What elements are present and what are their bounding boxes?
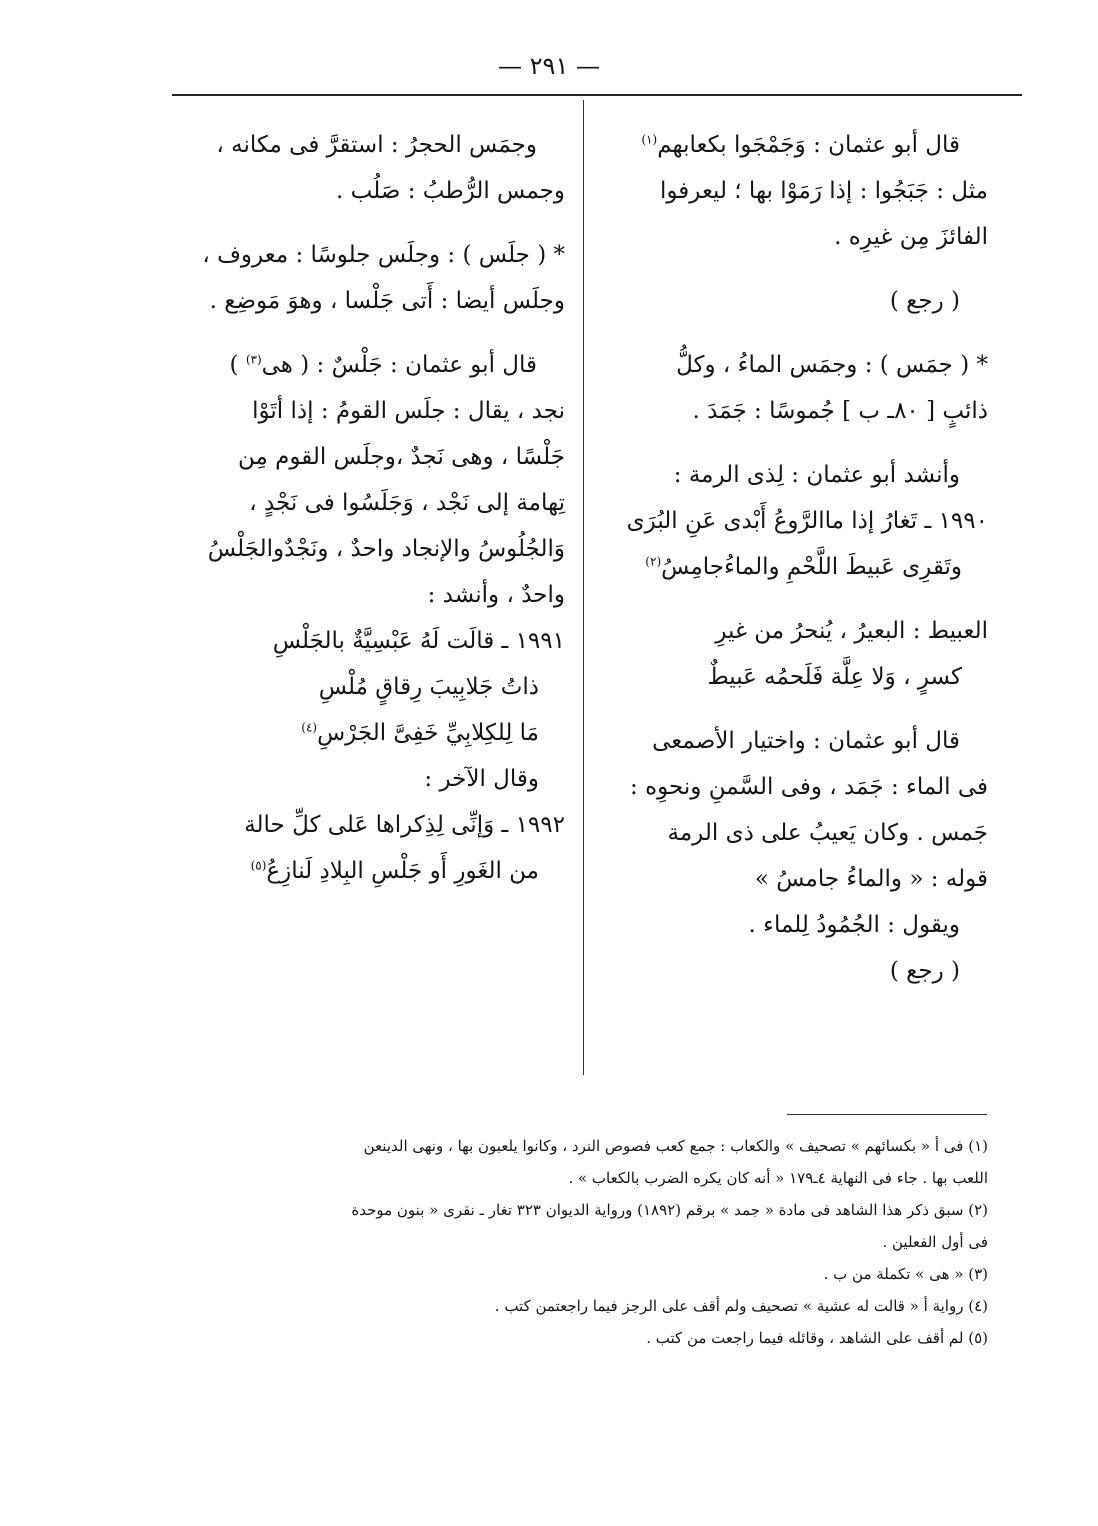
line-text: * ( جلَس ) : وجلَس جلوسًا : معروف ، — [202, 242, 565, 268]
header-rule — [172, 94, 1022, 96]
line-text: قال أبو عثمان : جَلْسٌ : ( هى — [261, 352, 537, 378]
paragraph-gap — [600, 324, 988, 342]
text-line — [600, 764, 988, 810]
text-line — [175, 572, 565, 618]
text-line — [600, 498, 988, 544]
line-text: جَلْسًا ، وهى نَجدٌ ،وجلَس القوم مِن — [237, 444, 565, 470]
text-line — [600, 122, 988, 168]
line-text: قال أبو عثمان : وَجَمْجَوا بكعابهم — [657, 132, 960, 158]
line-text: واحدٌ ، وأنشد : — [427, 582, 565, 608]
line-text: مثل : جَبَجُوا : إذا رَمَوْا بها ؛ ليعرفوا — [660, 178, 988, 204]
text-line — [175, 526, 565, 572]
text-line — [175, 618, 565, 664]
footnote-line: (٥) لم أقف على الشاهد ، وقائله فيما راجعت من كتب . — [646, 1329, 988, 1347]
text-line — [175, 342, 565, 388]
footnote-marker: (٢) — [645, 554, 662, 569]
line-text: ويقول : الجُمُودُ لِلماء . — [748, 912, 960, 938]
line-text: قوله : « والماءُ جامسُ » — [754, 866, 988, 892]
line-text: وجلَس أيضا : أَتى جَلْسا ، وهوَ مَوضِع . — [209, 288, 565, 314]
paragraph-gap — [600, 260, 988, 278]
page-number: — ٢٩١ — — [498, 52, 600, 80]
text-line — [600, 342, 988, 388]
text-line — [600, 278, 988, 324]
line-text: تِهامة إلى نَجْد ، وَجَلَسُوا فى نَجْدٍ ، — [249, 490, 565, 516]
footnote-marker: (٥) — [250, 858, 267, 873]
line-text: كسرٍ ، وَلا عِلَّة فَلَحمُه عَبيطٌ — [707, 664, 962, 690]
paragraph-gap — [600, 590, 988, 608]
footnote-line: (٣) « هى » تكملة من ب . — [823, 1265, 988, 1283]
text-line — [175, 434, 565, 480]
left-column — [175, 122, 565, 894]
footnote-marker: (٤) — [301, 720, 318, 735]
footnote-marker: (٣) — [245, 352, 262, 367]
line-text: * ( جمَس ) : وجمَس الماءُ ، وكلُّ — [676, 352, 988, 378]
text-line — [175, 480, 565, 526]
footnote-line: (١) فى أ « بكسائهم » تصحيف » والكعاب : جمع كعب فصوص النرد ، وكانوا يلعبون بها ، ونهى الدينعن — [363, 1137, 988, 1155]
line-text: وقال الآخر : — [424, 766, 539, 792]
text-line — [600, 654, 988, 700]
line-text: وجمس الرُّطبُ : صَلُب . — [336, 178, 565, 204]
text-line — [600, 168, 988, 214]
line-text-tail: ) — [229, 352, 246, 378]
line-text: وتَقرِى عَبيطَ اللَّحْمِ والماءُجامِسُ — [661, 554, 962, 580]
line-text: ( رجع ) — [889, 958, 960, 984]
line-text: جَمس . وكان يَعيبُ على ذى الرمة — [667, 820, 988, 846]
text-line — [600, 214, 988, 260]
paragraph-gap — [600, 700, 988, 718]
line-text: الفائزَ مِن غيرِه . — [834, 224, 988, 250]
line-text: قال أبو عثمان : واختيار الأصمعى — [652, 728, 960, 754]
text-line — [175, 168, 565, 214]
column-divider — [583, 100, 584, 1075]
footnotes — [168, 1130, 988, 1354]
text-line — [175, 278, 565, 324]
line-text: ١٩٩٢ ـ وَإنِّى لِذِكراها عَلى كلِّ حالة — [244, 812, 565, 838]
line-text: وأنشد أبو عثمان : لِذى الرمة : — [673, 462, 960, 488]
paragraph-gap — [600, 434, 988, 452]
text-line — [175, 710, 565, 756]
line-text: من الغَورِ أَو جَلْسِ البِلادِ لَنازِعُ — [266, 858, 539, 884]
line-text: ذاتُ جَلابِيبَ رِقاقٍ مُلْسِ — [318, 674, 539, 700]
text-line — [175, 388, 565, 434]
paragraph-gap — [175, 214, 565, 232]
line-text: ذائبٍ [ ٨٠ـ ب ] جُموسًا : جَمَدَ . — [692, 398, 988, 424]
text-line — [600, 948, 988, 994]
text-line — [600, 810, 988, 856]
footnote-rule — [787, 1114, 987, 1115]
text-line — [175, 232, 565, 278]
text-line — [175, 756, 565, 802]
text-line — [175, 802, 565, 848]
text-line — [600, 856, 988, 902]
line-text: ( رجع ) — [889, 288, 960, 314]
text-line — [600, 452, 988, 498]
right-column — [600, 122, 988, 994]
text-line — [175, 664, 565, 710]
line-text: فى الماء : جَمَد ، وفى السَّمنِ ونحوِه : — [630, 774, 988, 800]
text-line — [600, 388, 988, 434]
text-line — [600, 608, 988, 654]
text-line — [175, 848, 565, 894]
footnote-line: فى أول الفعلين . — [882, 1233, 988, 1251]
footnote-marker: (١) — [641, 132, 658, 147]
text-line — [600, 902, 988, 948]
footnote-line: (٢) سبق ذكر هذا الشاهد فى مادة « جمد » برقم (١٨٩٢) ورواية الديوان ٣٢٣ تغار ـ نقرى « بنون موحدة — [351, 1201, 988, 1219]
text-line — [600, 544, 988, 590]
paragraph-gap — [175, 324, 565, 342]
line-text: نجد ، يقال : جلَس القومُ : إذا أتَوْا — [252, 398, 565, 424]
line-text: العبيط : البعيرُ ، يُنحرُ من غيرِ — [715, 618, 988, 644]
line-text: وجمَس الحجرُ : استقرَّ فى مكانه ، — [216, 132, 537, 158]
footnote-line: (٤) رواية أ « قالت له عشية » تصحيف ولم أقف على الرجز فيما راجعتمن كتب . — [494, 1297, 988, 1315]
line-text: ١٩٩٠ ـ تَغارُ إذا ماالرَّوعُ أَبْدى عَنِ البُرَى — [626, 508, 988, 534]
line-text: ١٩٩١ ـ قالَت لَهُ عَبْسِيَّةٌ بالجَلْسِ — [272, 628, 565, 654]
text-line — [600, 718, 988, 764]
line-text: مَا لِلكِلابِيِّ خَفِىَّ الجَرْسِ — [317, 720, 539, 746]
footnote-line: اللعب بها . جاء فى النهاية ٤ـ١٧٩ « أنه كان يكره الضرب بالكعاب » . — [568, 1169, 988, 1187]
text-line — [175, 122, 565, 168]
line-text: وَالجُلُوسُ والإنجاد واحدٌ ، ونَجْدٌوالجَلْسُ — [207, 536, 565, 562]
